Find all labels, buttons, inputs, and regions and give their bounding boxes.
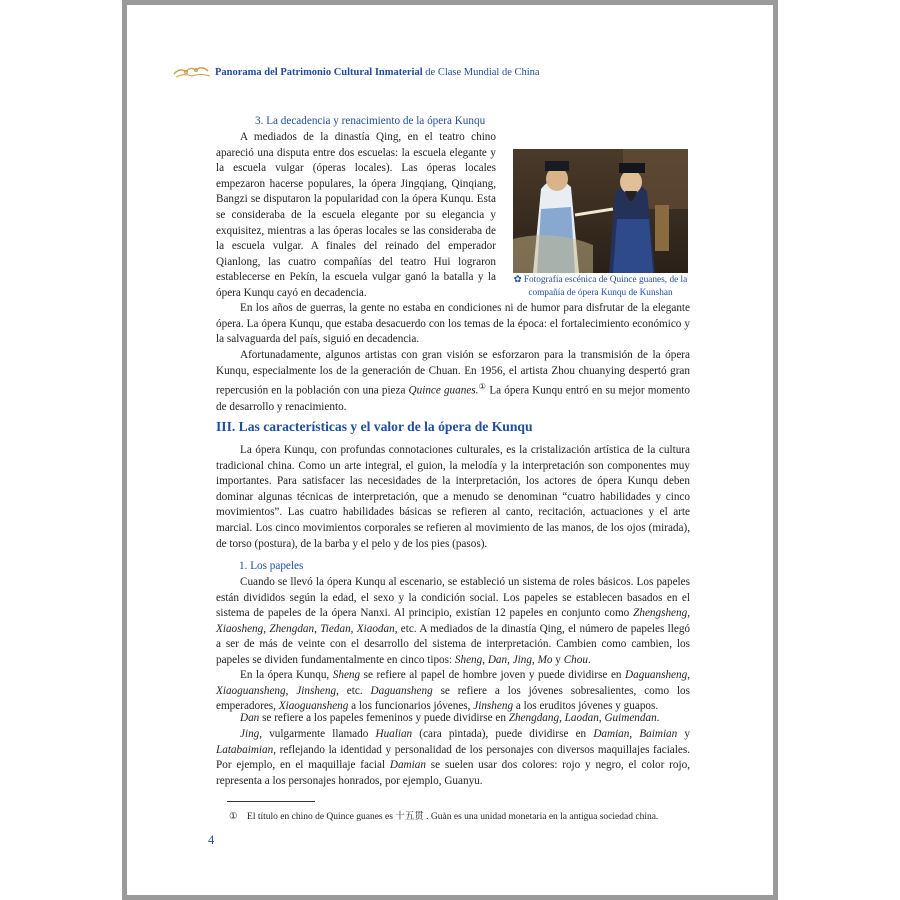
role-term: Hualian bbox=[375, 728, 413, 740]
role-term: Tiedan bbox=[320, 622, 351, 635]
footnote: ① El título en chino de Quince guanes es 十五贯 . Guàn es una unidad monetaria en la antigua sociedad china. bbox=[229, 812, 659, 822]
text-run: En la ópera Kunqu, bbox=[240, 669, 333, 681]
work-title: Quince guanes. bbox=[408, 384, 479, 397]
role-term: Jing bbox=[240, 728, 260, 740]
role-term: Latabaimian bbox=[216, 743, 274, 756]
footnote-reference[interactable]: ① bbox=[478, 382, 487, 392]
role-term: Baimian bbox=[639, 728, 678, 740]
text-run: , bbox=[314, 622, 321, 635]
role-term: Xiaosheng bbox=[216, 622, 264, 635]
text-run: , bbox=[687, 607, 690, 620]
role-term: Jing bbox=[512, 653, 532, 666]
text-run: y bbox=[552, 653, 564, 666]
paragraph-3-tail: La ópera Kunqu entró en su mejor momento de desarrollo y renacimiento. bbox=[216, 384, 690, 413]
paragraph-2-text: En los años de guerras, la gente no estaba en condiciones ni de humor para disfrutar de la elegante ópera. La ópera Kunqu, que estaba desacuerdo con los temas de la época: el fortalecimiento económico y la salvaguarda del país, siguió en decadencia. bbox=[216, 302, 690, 346]
document-page bbox=[127, 5, 773, 895]
role-term: Dan bbox=[487, 653, 508, 666]
text-run: , bbox=[531, 653, 538, 666]
role-term: Guimendan bbox=[604, 712, 657, 724]
text-run: , bbox=[482, 653, 488, 666]
paragraph-5 bbox=[216, 575, 690, 669]
cloud-ornament-icon bbox=[172, 64, 212, 80]
role-term: Dan bbox=[240, 712, 260, 724]
role-term: Xiaoguansheng bbox=[216, 684, 286, 697]
paragraph-7 bbox=[216, 711, 690, 727]
text-run: (cara pintada), puede dividirse en bbox=[412, 728, 594, 740]
paragraph-4: La ópera Kunqu, con profundas connotaciones culturales, es la cristalización artística de la cultura tradicional china. Como un arte integral, el guion, la melodía y la interpretación son componentes muy importantes. Para satisfacer las necesidades de la interpretación, los actores de ópera Kunqu deben dominar algunas técnicas de interpretación, que a menudo se denominan “cuatro habilidades y cinco movimientos”. Las cuatro habilidades básicas se refieren al canto, recitación, actuaciones y el arte marcial. Los cinco movimientos corporales se refieren al movimiento de las manos, de los ojos (mirada), de torso (postura), de la barba y el pelo y de los pies (pasos). bbox=[216, 444, 690, 550]
role-term: Zhengdan bbox=[269, 622, 315, 635]
role-term: Chou bbox=[563, 653, 588, 666]
role-term: Damian bbox=[389, 759, 426, 772]
text-run: , bbox=[629, 728, 640, 740]
flower-bullet-icon: ✿ bbox=[513, 275, 522, 285]
role-term: Sheng bbox=[454, 653, 483, 666]
header-subtitle: de Clase Mundial de China bbox=[422, 67, 540, 78]
role-term: Xiaodan bbox=[356, 622, 395, 635]
text-run: , etc. bbox=[336, 684, 371, 697]
running-header bbox=[172, 66, 732, 84]
text-run: , bbox=[507, 653, 513, 666]
text-run: , bbox=[598, 712, 605, 724]
text-run: se refiere al papel de hombre joven y puede dividirse en bbox=[360, 669, 626, 681]
text-run: a los eruditos jóvenes y guapos. bbox=[513, 700, 659, 713]
paragraph-6 bbox=[216, 668, 690, 715]
text-run: , bbox=[687, 669, 690, 681]
text-run: a los funcionarios jóvenes, bbox=[348, 700, 474, 713]
text-run: y bbox=[677, 728, 690, 740]
text-run: , bbox=[263, 622, 270, 635]
paragraph-8 bbox=[216, 727, 690, 789]
role-term: Laodan bbox=[564, 712, 599, 724]
text-run: , bbox=[285, 684, 297, 697]
text-run: se refiere a los jóvenes sobresalientes, como los emperadores, bbox=[216, 684, 691, 713]
role-term: Zhengsheng bbox=[633, 607, 688, 620]
header-title: Panorama del Patrimonio Cultural Inmaterial bbox=[215, 67, 423, 78]
page-number: 4 bbox=[208, 833, 215, 847]
role-term: Mo bbox=[537, 653, 553, 666]
photo-caption bbox=[509, 274, 692, 299]
role-term: Sheng bbox=[332, 669, 361, 681]
text-run: se refiere a los papeles femeninos y puede dividirse en bbox=[259, 712, 509, 724]
role-term: Jinsheng bbox=[473, 700, 514, 713]
text-run: . bbox=[587, 653, 591, 666]
role-term: Zhengdang bbox=[508, 712, 560, 724]
text-run: , reflejando la identidad y personalidad de los personajes con diversos maquillajes faciales. Por ejemplo, en el maquillaje facial bbox=[216, 743, 690, 772]
opera-stage-photo bbox=[513, 149, 688, 273]
subsection-title-3: 3. La decadencia y renacimiento de la ópera Kunqu bbox=[255, 115, 486, 127]
role-term: Daguansheng bbox=[370, 684, 433, 697]
role-term: Daguansheng bbox=[625, 669, 688, 681]
paragraph-2 bbox=[216, 301, 690, 348]
footnote-divider bbox=[227, 801, 315, 802]
text-run: Cuando se llevó la ópera Kunqu al escenario, se estableció un sistema de roles básicos. Los papeles están divididos según la edad, el sexo y la condición social. Los papeles se establecen basados en el sistema de papeles de la ópera Nanxi. Al principio, existían 12 papeles en conjunto como bbox=[216, 576, 690, 620]
text-run: , vulgarmente llamado bbox=[259, 728, 376, 740]
text-run: , bbox=[559, 712, 565, 724]
text-run: se suelen usar dos colores: rojo y negro, el color rojo, representa a los personajes honrados, por ejemplo, Guanyu. bbox=[216, 759, 690, 787]
caption-text: Fotografía escénica de Quince guanes, de la compañía de ópera Kunqu de Kunshan bbox=[521, 275, 688, 298]
text-run: , etc. A mediados de la dinastía Qing, el número de papeles llegó a ser de más de veinte con el desarrollo del sistema de interpretación. Cambien como cambien, los papeles se dividen fundamentalmente en cinco tipos: bbox=[216, 622, 691, 666]
subsection-title-1: 1. Los papeles bbox=[239, 560, 304, 572]
role-term: Xiaoguansheng bbox=[278, 700, 349, 713]
text-run: . bbox=[656, 712, 660, 724]
paragraph-3 bbox=[216, 348, 690, 415]
role-term: Damian bbox=[593, 728, 630, 740]
paragraph-1: A mediados de la dinastía Qing, en el teatro chino apareció una disputa entre dos escuelas: la escuela elegante y la escuela vulgar (óperas locales). Las óperas locales empezaron hacerse populares, la ópera Jingqiang, Qinqiang, Bangzi se disputaron la popularidad con la ópera Kunqu. Esta se consideraba de la escuela elegante por su elegancia y exquisitez, mientras a las óperas locales se las consideraba de la escuela vulgar. A finales del reinado del emperador Qianlong, las cuatro compañías del teatro Hui lograron establecerse en Pekín, la escuela vulgar ganó la batalla y la ópera Kunqu cayó en decadencia. bbox=[216, 131, 496, 299]
role-term: Jinsheng bbox=[296, 684, 337, 697]
paragraph-3-text: Afortunadamente, algunos artistas con gran visión se esforzaron para la transmisión de la ópera Kunqu, especialmente los de la generación de Chuan. En 1956, el artista Zhou chuanying despertó gran repercusión en la población con una pieza bbox=[216, 349, 690, 397]
section-heading: III. Las características y el valor de la ópera de Kunqu bbox=[216, 419, 533, 434]
text-run: , bbox=[350, 622, 357, 635]
